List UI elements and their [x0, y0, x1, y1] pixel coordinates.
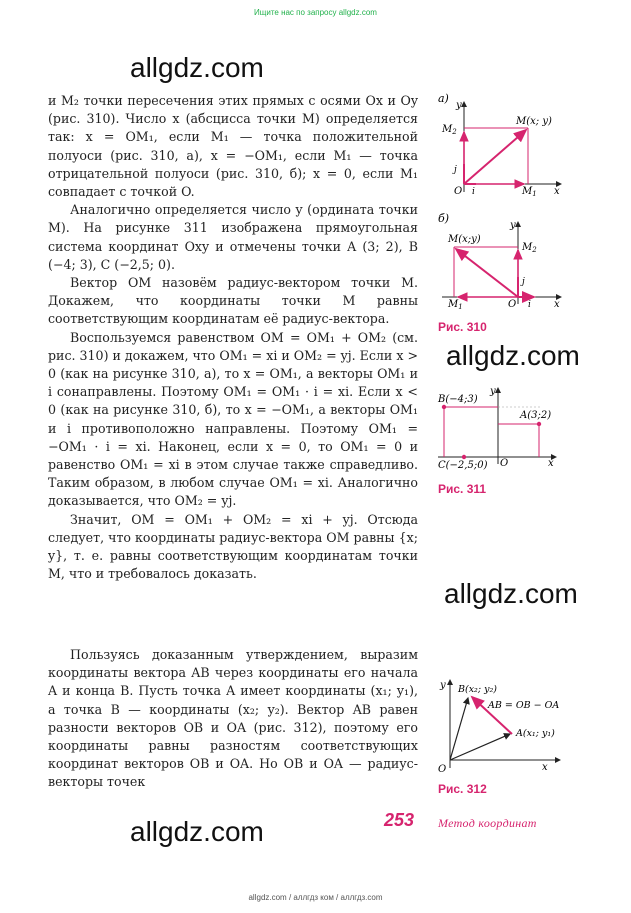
origin-label: O	[508, 299, 517, 310]
vector-om	[464, 130, 526, 184]
point-label-m2: $M_2$	[522, 242, 537, 254]
vector-ob	[450, 698, 468, 760]
figure-310	[436, 92, 566, 322]
watermark: allgdz.com	[130, 816, 264, 847]
point-label-a: A(x₁; y₁)	[516, 728, 555, 739]
figure-caption: Рис. 311	[438, 482, 487, 496]
point-b	[442, 405, 446, 409]
paragraph: Аналогично определяется число y (ордината точки M). На рисунке 311 изображена прямоугольная система координат Oxy и отмечены точки A (3; 2), B (−4; 3), C (−2,5; 0).	[48, 202, 418, 272]
fig310a-label: а)	[438, 92, 449, 105]
main-text-column	[48, 92, 418, 583]
vector-om	[456, 249, 518, 297]
origin-label: O	[500, 458, 509, 469]
running-title: Метод координат	[438, 816, 537, 830]
watermark: allgdz.com	[444, 578, 578, 609]
vector-j-label: j	[522, 277, 525, 287]
y-axis-label: y	[510, 220, 516, 231]
point-a	[537, 422, 541, 426]
y-axis-label: y	[440, 680, 446, 691]
x-axis-label: x	[542, 762, 548, 773]
point-label-m: M(x; y)	[516, 116, 552, 127]
origin-label: O	[454, 186, 463, 197]
page-number: 253	[384, 810, 415, 830]
paragraph: и M₂ точки пересечения этих прямых с осями Ox и Oy (рис. 310). Число x (абсцисса точки M) определяется так: x = OM₁, если M₁ — точка положительной полуоси (рис. 310, а), x = −OM₁, если M₁ — точка отрицательной полуоси (рис. 310, б); x = 0, если M₁ совпадает с точкой O.	[48, 93, 418, 200]
paragraph: Значит, OM = OM₁ + OM₂ = xi + yj. Отсюда следует, что координаты радиус-вектора OM равны {x; y}, т. е. равны соответствующим координатам точки M, что и требовалось доказать.	[48, 511, 418, 582]
watermark: allgdz.com	[446, 340, 580, 371]
point-label-m1: $M_1$	[522, 186, 537, 198]
x-axis-label: x	[554, 299, 560, 310]
figure-caption: Рис. 310	[438, 320, 487, 334]
figure-312	[436, 676, 566, 774]
origin-label: O	[438, 764, 447, 774]
point-label-b: B(−4;3)	[438, 394, 478, 405]
vector-oa	[450, 734, 510, 760]
vector-i-label: i	[472, 187, 475, 197]
formula-ab: AB = OB − OA	[488, 700, 560, 711]
watermark: allgdz.com	[130, 52, 264, 83]
x-axis-label: x	[548, 458, 554, 469]
top-banner[interactable]: Ищите нас по запросу allgdz.com	[254, 8, 377, 17]
paragraph: Воспользуемся равенством OM = OM₁ + OM₂ (см. рис. 310) и докажем, что OM₁ = xi и OM₂ = yj. Если x > 0 (как на рисунке 310, а), то x = OM₁, а векторы OM₁ и i сонаправлены. Поэтому OM₁ = OM₁ · i = xi. Если x < 0 (как на рисунке 310, б), то x = −OM₁, а векторы OM₁ и i противоположно направлены. Поэтому OM₁ = −OM₁ · i = xi. Наконец, если x = 0, то OM₁ = 0 и равенство OM₁ = xi в этом случае также справедливо. Таким образом, в любом случае OM₁ = xi. Аналогично доказывается, что OM₂ = yj.	[48, 329, 418, 509]
main-text-column-lower	[48, 646, 418, 792]
point-label-c: C(−2,5;0)	[438, 460, 488, 471]
paragraph: Пользуясь доказанным утверждением, выразим координаты вектора AB через координаты его начала A и конца B. Пусть точка A имеет координаты (x₁; y₁), а точка B — координаты (x₂; y₂). Вектор AB равен разности векторов OB и OA (рис. 312), поэтому его координаты равны разностям соответствующих координат векторов OB и OA. Но OB и OA — радиус-векторы точек	[48, 647, 418, 790]
point-label-m1: $M_1$	[448, 299, 463, 311]
vector-i-label: i	[528, 300, 531, 310]
vector-j-label: j	[454, 165, 457, 175]
y-axis-label: y	[456, 100, 462, 111]
figure-caption: Рис. 312	[438, 782, 487, 796]
point-label-b: B(x₂; y₂)	[458, 684, 497, 695]
paragraph: Вектор OM назовём радиус-вектором точки M. Докажем, что координаты точки M равны соответствующим координатам её радиус-вектора.	[48, 275, 418, 327]
point-c	[462, 455, 466, 459]
point-label-m: M(x;y)	[448, 234, 481, 245]
fig310b-label: б)	[438, 212, 450, 225]
figure-311	[436, 384, 566, 474]
point-label-a: A(3;2)	[520, 410, 552, 421]
y-axis-label: y	[490, 386, 496, 397]
x-axis-label: x	[554, 186, 560, 197]
footer-links[interactable]: allgdz.com / аллгдз ком / аллгдз.com	[248, 893, 383, 902]
point-label-m2: $M_2$	[442, 124, 457, 136]
